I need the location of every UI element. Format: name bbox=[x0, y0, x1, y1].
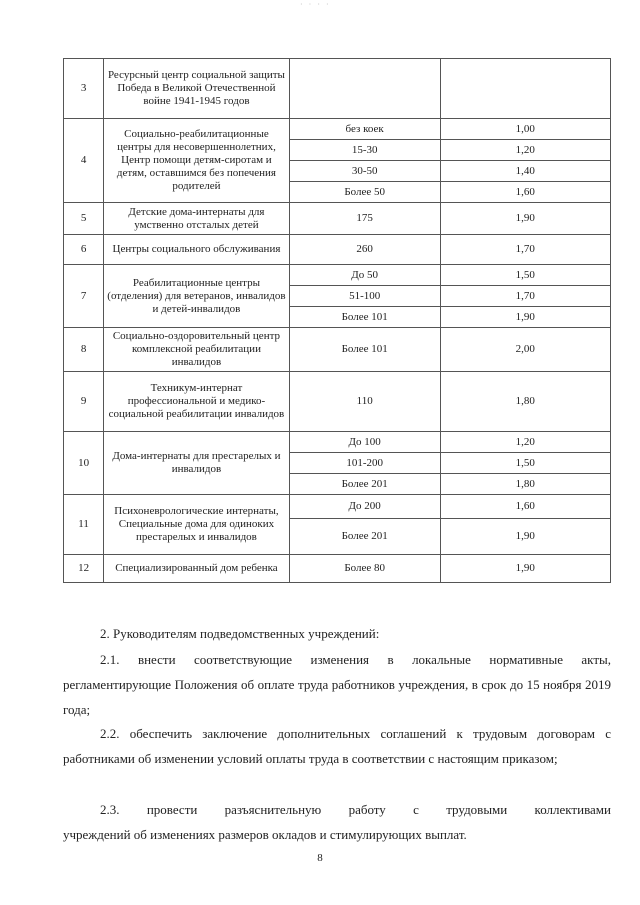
table-row bbox=[64, 235, 611, 265]
institution-name: Специализированный дом ребенка bbox=[104, 555, 290, 583]
capacity-cell: Более 101 bbox=[289, 307, 440, 328]
coefficient-cell: 1,60 bbox=[440, 182, 610, 203]
coefficient-cell: 1,90 bbox=[440, 519, 610, 555]
row-number: 7 bbox=[64, 265, 104, 328]
institution-name: Социально-реабилитационные центры для несовершеннолетних, Центр помощи детям-сиротам и детям, оставшимся без попечения родителей bbox=[104, 119, 290, 203]
row-number: 12 bbox=[64, 555, 104, 583]
table-row bbox=[64, 555, 611, 583]
capacity-cell: 15-30 bbox=[289, 140, 440, 161]
table-row bbox=[64, 372, 611, 432]
capacity-cell: Более 201 bbox=[289, 474, 440, 495]
table-row bbox=[64, 328, 611, 372]
row-number: 11 bbox=[64, 495, 104, 555]
capacity-cell: 110 bbox=[289, 372, 440, 432]
capacity-cell: Более 101 bbox=[289, 328, 440, 372]
institution-name: Ресурсный центр социальной защиты Победа в Великой Отечественной войне 1941-1945 годов bbox=[104, 59, 290, 119]
capacity-cell: До 100 bbox=[289, 432, 440, 453]
coefficient-cell: 1,50 bbox=[440, 265, 610, 286]
coefficient-cell: 1,00 bbox=[440, 119, 610, 140]
row-number: 5 bbox=[64, 203, 104, 235]
paragraph-2-1: 2.1. внести соответствующие изменения в локальные нормативные акты, регламентирующие Положения об оплате труда работников учреждения, в срок до 15 ноября 2019 года; bbox=[63, 652, 611, 717]
stamp-mark: · · · · bbox=[300, 0, 331, 9]
row-number: 9 bbox=[64, 372, 104, 432]
coefficient-cell: 1,70 bbox=[440, 235, 610, 265]
coefficient-cell: 1,20 bbox=[440, 432, 610, 453]
row-number: 4 bbox=[64, 119, 104, 203]
coefficient-cell: 1,50 bbox=[440, 453, 610, 474]
paragraph-2: 2. Руководителям подведомственных учреждений: bbox=[100, 626, 380, 641]
institution-name: Психоневрологические интернаты, Специальные дома для одиноких престарелых и инвалидов bbox=[104, 495, 290, 555]
row-number: 6 bbox=[64, 235, 104, 265]
institution-name: Детские дома-интернаты для умственно отсталых детей bbox=[104, 203, 290, 235]
coefficient-cell: 1,90 bbox=[440, 307, 610, 328]
capacity-cell: 51-100 bbox=[289, 286, 440, 307]
coefficient-cell: 1,90 bbox=[440, 555, 610, 583]
institution-name: Реабилитационные центры (отделения) для ветеранов, инвалидов и детей-инвалидов bbox=[104, 265, 290, 328]
coefficient-cell: 1,70 bbox=[440, 286, 610, 307]
table-row bbox=[64, 203, 611, 235]
coefficient-cell bbox=[440, 59, 610, 119]
table-row bbox=[64, 265, 611, 286]
institution-name: Техникум-интернат профессиональной и медико-социальной реабилитации инвалидов bbox=[104, 372, 290, 432]
capacity-cell: без коек bbox=[289, 119, 440, 140]
table-row bbox=[64, 495, 611, 519]
coefficient-cell: 1,20 bbox=[440, 140, 610, 161]
row-number: 3 bbox=[64, 59, 104, 119]
paragraph-2-3-continuation: учреждений об изменениях размеров окладов и стимулирующих выплат. bbox=[63, 827, 467, 842]
row-number: 8 bbox=[64, 328, 104, 372]
paragraph-2-2: 2.2. обеспечить заключение дополнительных соглашений к трудовым договорам с работниками об изменении условий оплаты труда в соответствии с настоящим приказом; bbox=[63, 726, 611, 766]
capacity-cell: До 50 bbox=[289, 265, 440, 286]
coefficient-cell: 1,90 bbox=[440, 203, 610, 235]
capacity-cell bbox=[289, 59, 440, 119]
capacity-cell: 30-50 bbox=[289, 161, 440, 182]
table-row bbox=[64, 59, 611, 119]
table-row bbox=[64, 432, 611, 453]
capacity-cell: 260 bbox=[289, 235, 440, 265]
coefficient-table bbox=[63, 58, 611, 583]
table-row bbox=[64, 119, 611, 140]
institution-name: Центры социального обслуживания bbox=[104, 235, 290, 265]
capacity-cell: Более 80 bbox=[289, 555, 440, 583]
coefficient-cell: 2,00 bbox=[440, 328, 610, 372]
capacity-cell: До 200 bbox=[289, 495, 440, 519]
coefficient-cell: 1,40 bbox=[440, 161, 610, 182]
capacity-cell: 175 bbox=[289, 203, 440, 235]
coefficient-cell: 1,60 bbox=[440, 495, 610, 519]
capacity-cell: Более 201 bbox=[289, 519, 440, 555]
capacity-cell: 101-200 bbox=[289, 453, 440, 474]
institution-name: Дома-интернаты для престарелых и инвалидов bbox=[104, 432, 290, 495]
paragraph-2-3: 2.3. провести разъяснительную работу с трудовыми коллективами bbox=[100, 802, 611, 817]
page-number: 8 bbox=[317, 852, 323, 864]
coefficient-cell: 1,80 bbox=[440, 474, 610, 495]
capacity-cell: Более 50 bbox=[289, 182, 440, 203]
institution-name: Социально-оздоровительный центр комплексной реабилитации инвалидов bbox=[104, 328, 290, 372]
row-number: 10 bbox=[64, 432, 104, 495]
coefficient-cell: 1,80 bbox=[440, 372, 610, 432]
